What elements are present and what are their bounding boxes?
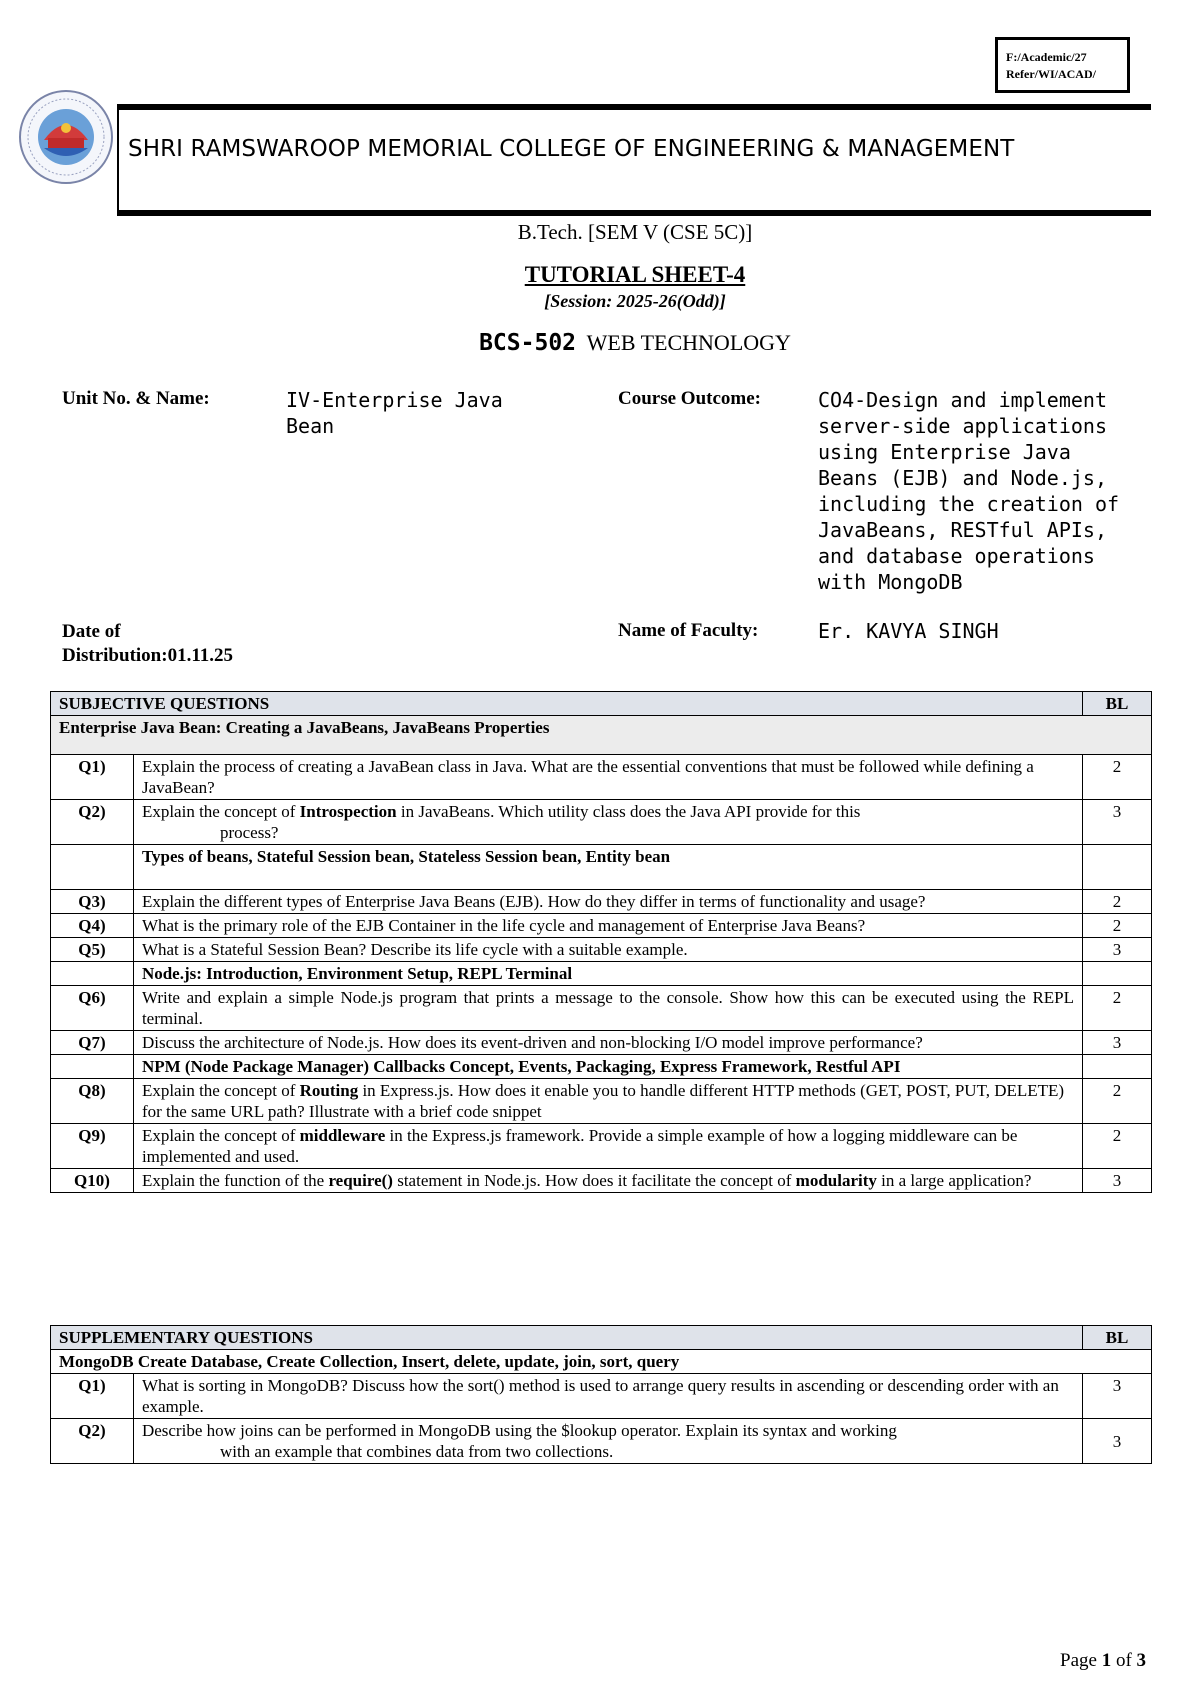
page-separator: of [1111, 1650, 1137, 1671]
table-row [51, 1374, 1152, 1419]
text-segment: statement in Node.js. How does it facilitate the concept of [392, 1171, 796, 1190]
question-number: Q4) [51, 914, 134, 938]
course-outcome-label: Course Outcome: [618, 388, 761, 409]
date-of-distribution: Date of Distribution:01.11.25 [62, 621, 234, 666]
empty-cell [1083, 1055, 1152, 1079]
table-row [51, 800, 1152, 845]
table-row [51, 1031, 1152, 1055]
bloom-level: 2 [1083, 755, 1152, 800]
college-name: SHRI RAMSWAROOP MEMORIAL COLLEGE OF ENGINEERING & MANAGEMENT [128, 136, 1015, 162]
unit-label: Unit No. & Name: [62, 388, 210, 409]
question-text [133, 1419, 1082, 1464]
session-line: [Session: 2025-26(Odd)] [544, 291, 726, 311]
empty-cell [51, 1055, 134, 1079]
question-text: Discuss the architecture of Node.js. How does its event-driven and non-blocking I/O model improve performance? [133, 1031, 1082, 1055]
bloom-level: 2 [1083, 986, 1152, 1031]
course-name: WEB TECHNOLOGY [586, 330, 791, 355]
empty-cell [51, 962, 134, 986]
table-row [51, 890, 1152, 914]
section-title: Types of beans, Stateful Session bean, Stateless Session bean, Entity bean [133, 845, 1082, 890]
text-segment: Explain the concept of [141, 1081, 300, 1100]
table-row [51, 914, 1152, 938]
text-segment: in JavaBeans. Which utility class does the Java API provide for this [396, 802, 861, 821]
bloom-level: 3 [1083, 1169, 1152, 1193]
text-segment: Explain the concept of [141, 1126, 300, 1145]
course-code: BCS-502 [479, 330, 577, 356]
bloom-level: 2 [1083, 914, 1152, 938]
question-number: Q2) [51, 800, 134, 845]
college-logo-icon [14, 88, 118, 186]
bold-term: middleware [299, 1126, 386, 1145]
bloom-level: 3 [1083, 1419, 1152, 1464]
table-row [51, 1079, 1152, 1124]
question-text: Explain the process of creating a JavaBean class in Java. What are the essential conventions that must be followed while defining a JavaBean? [133, 755, 1082, 800]
page-prefix: Page [1060, 1650, 1102, 1671]
ref-line-1: F:/Academic/27 [1006, 50, 1087, 64]
bloom-level: 2 [1083, 890, 1152, 914]
faculty-label: Name of Faculty: [618, 620, 759, 641]
table-row [51, 1169, 1152, 1193]
bloom-level: 3 [1083, 800, 1152, 845]
bold-term: modularity [795, 1171, 877, 1190]
section-row [51, 716, 1152, 755]
bl-header: BL [1083, 1326, 1152, 1350]
ref-line-2: Refer/WI/ACAD/ [1006, 67, 1096, 81]
header-top-rule [117, 104, 1151, 110]
supplementary-header: SUPPLEMENTARY QUESTIONS [51, 1326, 1083, 1350]
faculty-value: Er. KAVYA SINGH [818, 619, 999, 643]
text-segment: in the Express.js framework. Provide a simple example of how a logging middleware can be implemented and used. [141, 1126, 1018, 1166]
bloom-level: 3 [1083, 938, 1152, 962]
header-bottom-rule [117, 210, 1151, 216]
table-header-row [51, 1326, 1152, 1350]
course-line [0, 330, 1200, 356]
section-title: NPM (Node Package Manager) Callbacks Concept, Events, Packaging, Express Framework, Restful API [133, 1055, 1082, 1079]
section-row [51, 1055, 1152, 1079]
table-row [51, 938, 1152, 962]
question-text [133, 1124, 1082, 1169]
question-text [133, 1169, 1082, 1193]
program-line: B.Tech. [SEM V (CSE 5C)] [517, 220, 753, 244]
section-row [51, 845, 1152, 890]
text-segment: Explain the concept of [141, 802, 300, 821]
question-text: Explain the different types of Enterprise Java Beans (EJB). How do they differ in terms of functionality and usage? [133, 890, 1082, 914]
question-number: Q9) [51, 1124, 134, 1169]
bl-header: BL [1083, 692, 1152, 716]
table-row [51, 1419, 1152, 1464]
table-row [51, 755, 1152, 800]
table-row [51, 1124, 1152, 1169]
question-text [133, 1079, 1082, 1124]
supplementary-questions-table [50, 1325, 1152, 1464]
unit-value: IV-Enterprise Java Bean [286, 388, 503, 438]
table-header-row [51, 692, 1152, 716]
question-number: Q5) [51, 938, 134, 962]
subjective-questions-table [50, 691, 1152, 1193]
question-number: Q1) [51, 755, 134, 800]
sheet-title: TUTORIAL SHEET-4 [524, 262, 746, 287]
empty-cell [1083, 962, 1152, 986]
question-text: What is sorting in MongoDB? Discuss how the sort() method is used to arrange query results in ascending or descending order with an example. [133, 1374, 1082, 1419]
section-row [51, 1350, 1152, 1374]
question-number: Q8) [51, 1079, 134, 1124]
section-title: MongoDB Create Database, Create Collection, Insert, delete, update, join, sort, query [51, 1350, 1152, 1374]
bold-term: Introspection [299, 802, 397, 821]
text-segment: Explain the function of the [141, 1171, 329, 1190]
current-page: 1 [1101, 1650, 1112, 1671]
text-segment: in Express.js. How does it enable you to handle different HTTP methods (GET, POST, PUT, DELETE) for the same URL path? Illustrate with a brief code snippet [141, 1081, 1065, 1121]
text-segment: Describe how joins can be performed in MongoDB using the $lookup operator. Explain its syntax and working [141, 1421, 897, 1440]
text-segment: in a large application? [876, 1171, 1032, 1190]
bloom-level: 3 [1083, 1374, 1152, 1419]
page-number [1060, 1650, 1146, 1672]
course-outcome-value: CO4-Design and implement server-side applications using Enterprise Java Beans (EJB) and Node.js, including the creation of JavaBeans, RESTful APIs, and database operations with MongoDB [818, 388, 1120, 594]
bold-term: require() [328, 1171, 393, 1190]
table-row [51, 986, 1152, 1031]
question-text: Write and explain a simple Node.js program that prints a message to the console. Show how this can be executed using the REPL terminal. [133, 986, 1082, 1031]
section-title: Node.js: Introduction, Environment Setup, REPL Terminal [133, 962, 1082, 986]
question-text: What is the primary role of the EJB Container in the life cycle and management of Enterprise Java Beans? [133, 914, 1082, 938]
text-segment: process? [219, 823, 279, 842]
question-number: Q7) [51, 1031, 134, 1055]
question-number: Q10) [51, 1169, 134, 1193]
header-left-rule [117, 104, 119, 215]
total-pages: 3 [1136, 1650, 1147, 1671]
empty-cell [51, 845, 134, 890]
empty-cell [1083, 845, 1152, 890]
section-title: Enterprise Java Bean: Creating a JavaBeans, JavaBeans Properties [51, 716, 1152, 755]
question-number: Q3) [51, 890, 134, 914]
reference-box [995, 37, 1130, 93]
bloom-level: 2 [1083, 1124, 1152, 1169]
bold-term: Routing [299, 1081, 359, 1100]
text-segment: with an example that combines data from two collections. [219, 1442, 614, 1461]
bloom-level: 3 [1083, 1031, 1152, 1055]
question-number: Q6) [51, 986, 134, 1031]
question-number: Q1) [51, 1374, 134, 1419]
question-number: Q2) [51, 1419, 134, 1464]
question-text: What is a Stateful Session Bean? Describe its life cycle with a suitable example. [133, 938, 1082, 962]
section-row [51, 962, 1152, 986]
question-text [133, 800, 1082, 845]
bloom-level: 2 [1083, 1079, 1152, 1124]
subjective-header: SUBJECTIVE QUESTIONS [51, 692, 1083, 716]
